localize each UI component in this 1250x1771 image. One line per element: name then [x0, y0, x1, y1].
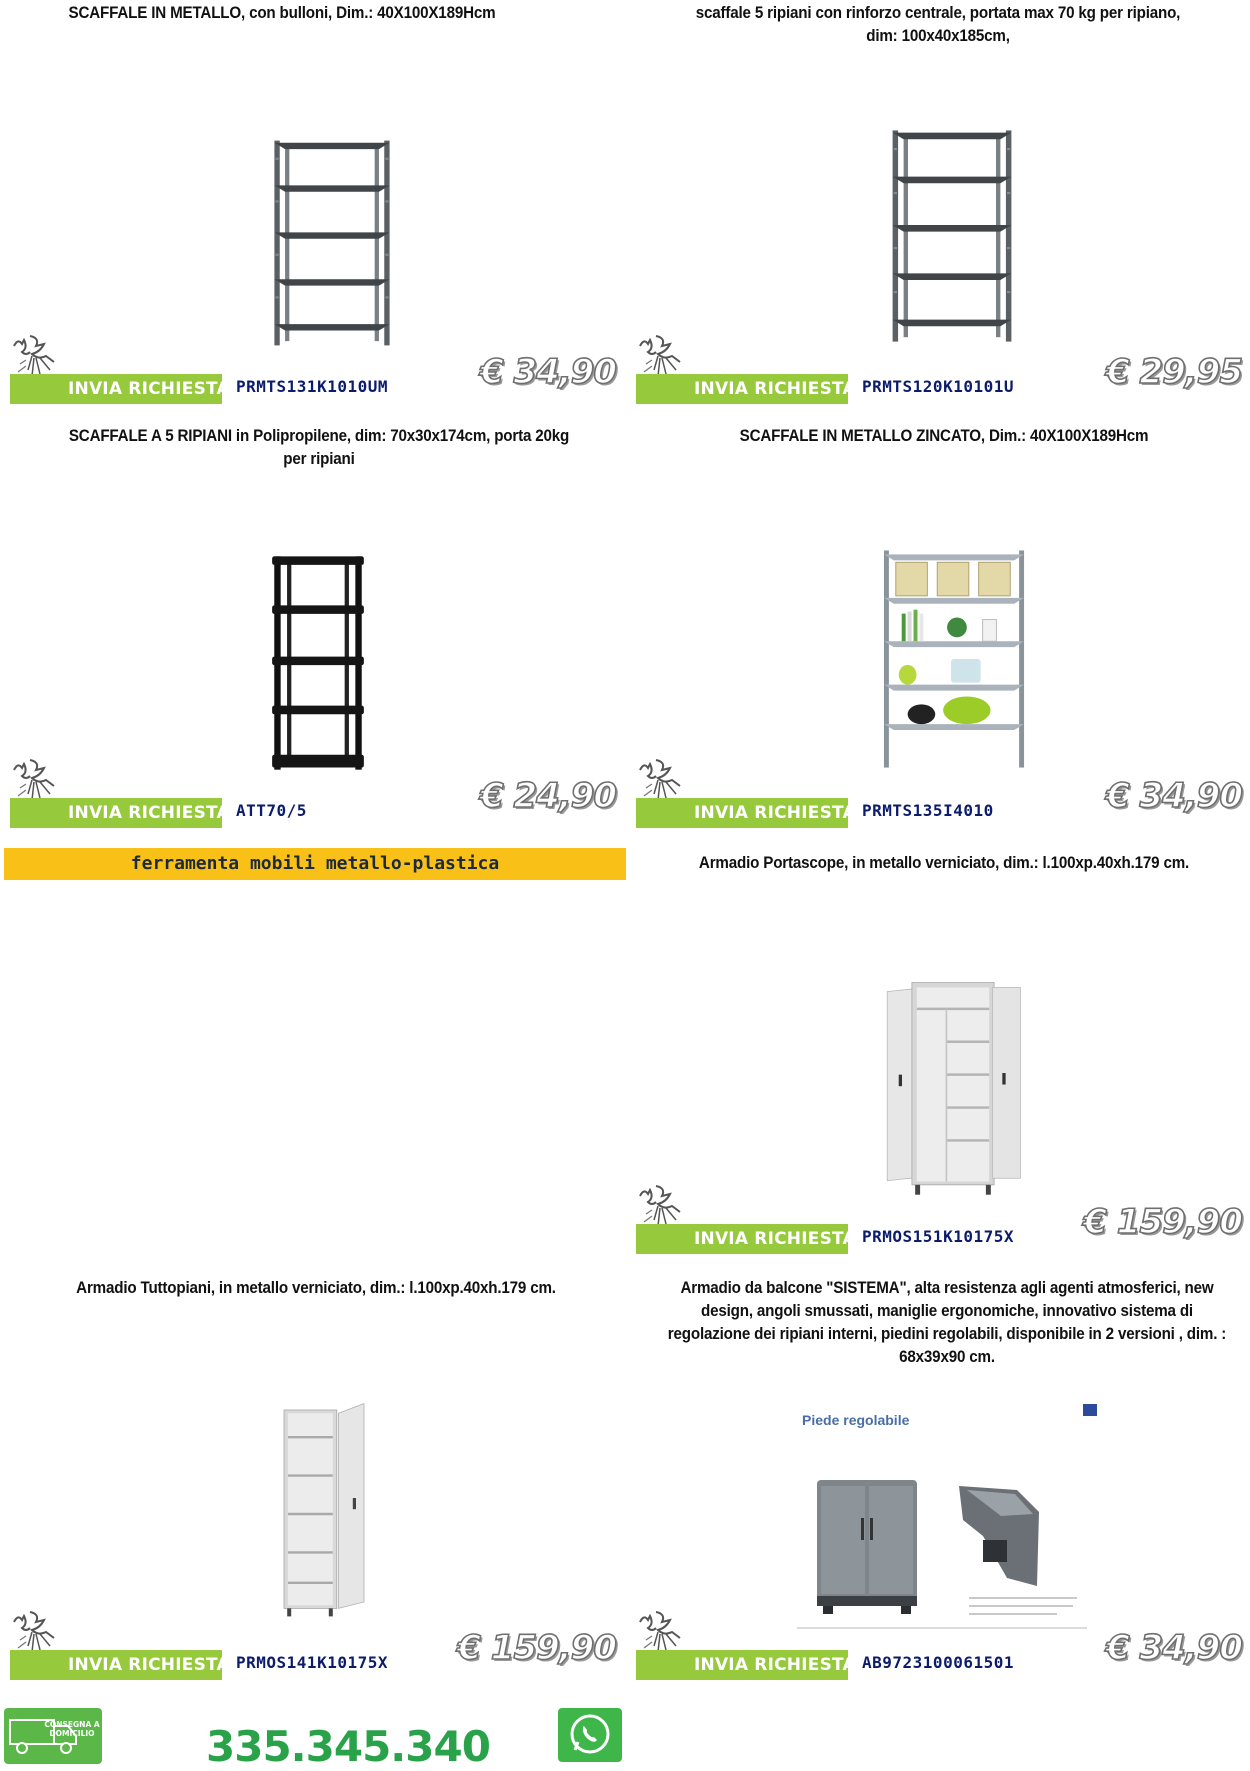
category-banner: ferramenta mobili metallo-plastica [4, 848, 626, 880]
invia-richiesta-button[interactable]: INVIA RICHIESTA [10, 1650, 222, 1680]
product-code: PRMTS120K10101U [862, 377, 1014, 396]
phone-number[interactable]: 335.345.340 [206, 1722, 490, 1771]
product-code: PRMOS151K10175X [862, 1227, 1014, 1246]
broom-cabinet-image [872, 976, 1034, 1198]
product-price: € 34,90 [479, 352, 616, 392]
product-cta [10, 798, 430, 828]
invia-richiesta-button[interactable]: INVIA RICHIESTA [636, 798, 848, 828]
delivery-badge-label: CONSEGNA A DOMICILIO [44, 1720, 100, 1738]
plastic-shelf-image [270, 556, 366, 770]
invia-richiesta-button[interactable]: INVIA RICHIESTA [636, 1224, 848, 1254]
product-description: SCAFFALE IN METALLO, con bulloni, Dim.: 40X100X189Hcm [68, 4, 496, 22]
bird-icon [10, 334, 58, 378]
delivery-badge [4, 1708, 102, 1764]
product-description: Armadio da balcone "SISTEMA", alta resistenza agli agenti atmosferici, new design, angoli smussati, maniglie ergonomiche, innovativo sistema di regolazione dei ripiani interni, piedini regolabili, disponibile in 2 versioni , dim. : 68x39x90 cm. [667, 1279, 1227, 1366]
product-description: Armadio Tuttopiani, in metallo verniciato, dim.: l.100xp.40xh.179 cm. [76, 1279, 556, 1297]
product-code: AB9723100061501 [862, 1653, 1014, 1672]
product-price: € 34,90 [1105, 1628, 1242, 1668]
product-description: SCAFFALE IN METALLO ZINCATO, Dim.: 40X100X189Hcm [739, 427, 1149, 445]
product-price: € 159,90 [1083, 1202, 1242, 1242]
product-description: scaffale 5 ripiani con rinforzo centrale, portata max 70 kg per ripiano, dim: 100x40x185cm, [695, 4, 1181, 45]
shelf-cabinet-image [264, 1402, 384, 1618]
product-cta [636, 798, 1056, 828]
product-cta [10, 1650, 430, 1680]
product-cta [636, 1650, 1056, 1680]
product-cta [636, 1224, 1056, 1254]
product-code: PRMTS135I4010 [862, 801, 994, 820]
product-code: PRMOS141K10175X [236, 1653, 388, 1672]
product-cta [10, 374, 430, 404]
balcony-cabinet-image [782, 1390, 1112, 1640]
product-cta [636, 374, 1056, 404]
metal-shelf-image [268, 126, 396, 360]
whatsapp-icon [558, 1708, 622, 1762]
metal-shelf-image [886, 116, 1018, 356]
product-price: € 29,95 [1105, 352, 1242, 392]
balcony-image-caption: Piede regolabile [802, 1412, 910, 1428]
bird-icon [10, 1610, 58, 1654]
product-price: € 159,90 [457, 1628, 616, 1668]
bird-icon [636, 1184, 684, 1228]
product-description: SCAFFALE A 5 RIPIANI in Polipropilene, dim: 70x30x174cm, porta 20kg per ripiani [68, 427, 570, 468]
product-price: € 24,90 [479, 776, 616, 816]
product-code: ATT70/5 [236, 801, 307, 820]
product-code: PRMTS131K1010UM [236, 377, 388, 396]
product-description: Armadio Portascope, in metallo verniciato, dim.: l.100xp.40xh.179 cm. [698, 854, 1190, 872]
invia-richiesta-button[interactable]: INVIA RICHIESTA [636, 374, 848, 404]
galvanized-shelf-image [880, 548, 1028, 770]
bird-icon [636, 334, 684, 378]
product-price: € 34,90 [1105, 776, 1242, 816]
bird-icon [636, 758, 684, 802]
bird-icon [10, 758, 58, 802]
invia-richiesta-button[interactable]: INVIA RICHIESTA [10, 798, 222, 828]
bird-icon [636, 1610, 684, 1654]
invia-richiesta-button[interactable]: INVIA RICHIESTA [636, 1650, 848, 1680]
whatsapp-button[interactable] [558, 1708, 622, 1762]
invia-richiesta-button[interactable]: INVIA RICHIESTA [10, 374, 222, 404]
